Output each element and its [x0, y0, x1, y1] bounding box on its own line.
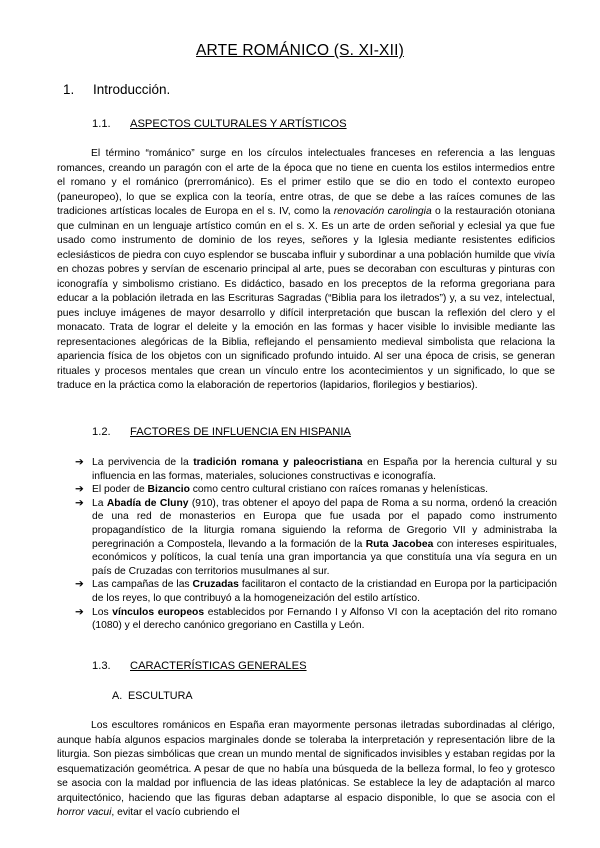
arrow-bullet-icon: ➔: [75, 497, 84, 509]
subsection-heading-factores: [92, 426, 351, 438]
section-label: Introducción.: [93, 82, 171, 97]
document-title: ARTE ROMÁNICO (S. XI-XII): [196, 42, 404, 59]
paragraph-text: El término “románico” surge en los círculos intelectuales franceses en referencia a las lenguas romances, creando un paragón con el arte de la época que no tiene en cuenta los estilos intermedios entre el romano y el románico (prerrománico). Es el primer estilo que se dio en todo el contexto europeo (paneuropeo), lo que se explica con la teoría, entre otras, de que se debe a las raíces comunes de las tradiciones artísticas locales de Europa en el s. IV, como la: [57, 148, 555, 217]
list-item: ➔ Las campañas de las Cruzadas facilitaron el contacto de la cristiandad en Europa por la participación de los reyes, lo que contribuyó a la homogeneización del estilo artístico.: [75, 579, 557, 604]
section-number: 1.: [63, 82, 75, 97]
paragraph-text: Los escultores románicos en España eran mayormente personas iletradas subordinadas al clérigo, aunque había algunos espacios marginales donde se toleraba la interpretación y representación libre de la liturgia. Son piezas simbólicas que crean un mundo mental de significados invisibles y estaban regidas por la esquematización geométrica. A pesar de que no había una búsqueda de la belleza formal, lo feo y grotesco se asocia con la maldad por influencia de las ideas platónicas. Se establece la ley de adaptación al marco arquitectónico, haciendo que las figuras deban adaptarse al espacio disponible, lo que se asocia con el: [57, 720, 555, 804]
subheading-letter: A.: [112, 690, 123, 702]
list-item: ➔ La pervivencia de la tradición romana y paleocristiana en España por la herencia cultural y su influencia en las formas, materiales, soluciones constructivas e iconografía.: [75, 457, 558, 482]
subheading-escultura: [112, 690, 193, 702]
subsection-label: ASPECTOS CULTURALES Y ARTÍSTICOS: [130, 118, 347, 130]
paragraph-text: , evitar el vacío cubriendo el: [111, 807, 240, 818]
arrow-bullet-icon: ➔: [75, 457, 84, 468]
subsection-label: CARACTERÍSTICAS GENERALES: [130, 660, 307, 672]
bold-term: vínculos europeos: [112, 606, 205, 618]
list-item: ➔ El poder de Bizancio como centro cultural cristiano con raíces romanas y helenísticas.: [75, 484, 489, 496]
subsection-heading-caracteristicas: [92, 660, 307, 672]
subsection-number: 1.1.: [92, 118, 111, 130]
arrow-bullet-icon: ➔: [75, 579, 84, 591]
subheading-label: ESCULTURA: [128, 690, 193, 702]
bold-term: tradición romana y paleocristiana: [193, 457, 363, 468]
subsection-number: 1.2.: [92, 426, 111, 438]
subsection-label: FACTORES DE INFLUENCIA EN HISPANIA: [130, 426, 351, 438]
list-item: ➔ La Abadía de Cluny (910), tras obtener el apoyo del papa de Roma a su norma, ordenó la creación de una red de monasterios en Europa que fue usada por el papado como instrumento propagandístico de la liturgia romana siguiendo la reforma de Gregorio VII y administraba la peregrinación a Compostela, llevando a la formación de la Ruta Jacobea con intereses espirituales, económicos y políticos, la cual tenía una gran importancia ya que constituía una vía segura en un país de Cruzadas con territorios musulmanes al sur.: [75, 497, 557, 577]
bold-term: Abadía de Cluny: [106, 497, 189, 509]
list-item: ➔ Los vínculos europeos establecidos por Fernando I y Alfonso VI con la aceptación del rito romano (1080) y el derecho canónico gregoriano en Castilla y León.: [75, 606, 557, 632]
paragraph-text: o la restauración otoniana que culminan en un lenguaje artístico común en el s. X. Es un arte de orden señorial y eclesial ya que fue usado como instrumento de dominio de los reyes, señores y la Iglesia mediante resistentes edificios eclesiásticos de piedra con cuyo esplendor se buscaba influir y subordinar a una población humilde que vivía en chozas pobres y servían de escenario principal al arte, pues se decoraban con esculturas y pinturas con iconografía y simbolismo cristiano. Es didáctico, basado en los preceptos de la reforma gregoriana para educar a la población iletrada en las Escrituras Sagradas (“Biblia para los iletrados”) y, a su vez, intelectual, pues incluye imágenes de mayor desarrollo y difícil interpretación que buscan la reflexión del clero y el monacato. Trata de lograr el deleite y la emoción en las formas y hacer visible lo invisible mediante las representaciones alegóricas de la Biblia, reflejando el pensamiento medieval simbolista que relaciona la apariencia física de los objetos con un significado profundo intuido. Al ser una época de crisis, se generan rituales y procesos mentales que crean un vínculo entre los acontecimientos y un significado, lo que se traduce en la práctica como la elaboración de repertorios (lapidarios, florilegios y bestiarios).: [57, 206, 555, 391]
subsection-number: 1.3.: [92, 660, 111, 672]
italic-term: renovación carolingia: [333, 206, 432, 217]
paragraph-escultura: [57, 719, 555, 821]
bold-term: Bizancio: [147, 484, 190, 496]
subsection-heading-aspectos: [92, 118, 347, 130]
factors-list: [75, 456, 557, 633]
italic-term: horror vacui: [57, 807, 112, 818]
arrow-bullet-icon: ➔: [75, 484, 84, 496]
bold-term: Cruzadas: [192, 579, 239, 591]
bold-term: Ruta Jacobea: [365, 538, 434, 550]
paragraph-aspectos: [57, 147, 555, 394]
section-heading-introduccion: [63, 82, 170, 97]
arrow-bullet-icon: ➔: [75, 606, 84, 618]
